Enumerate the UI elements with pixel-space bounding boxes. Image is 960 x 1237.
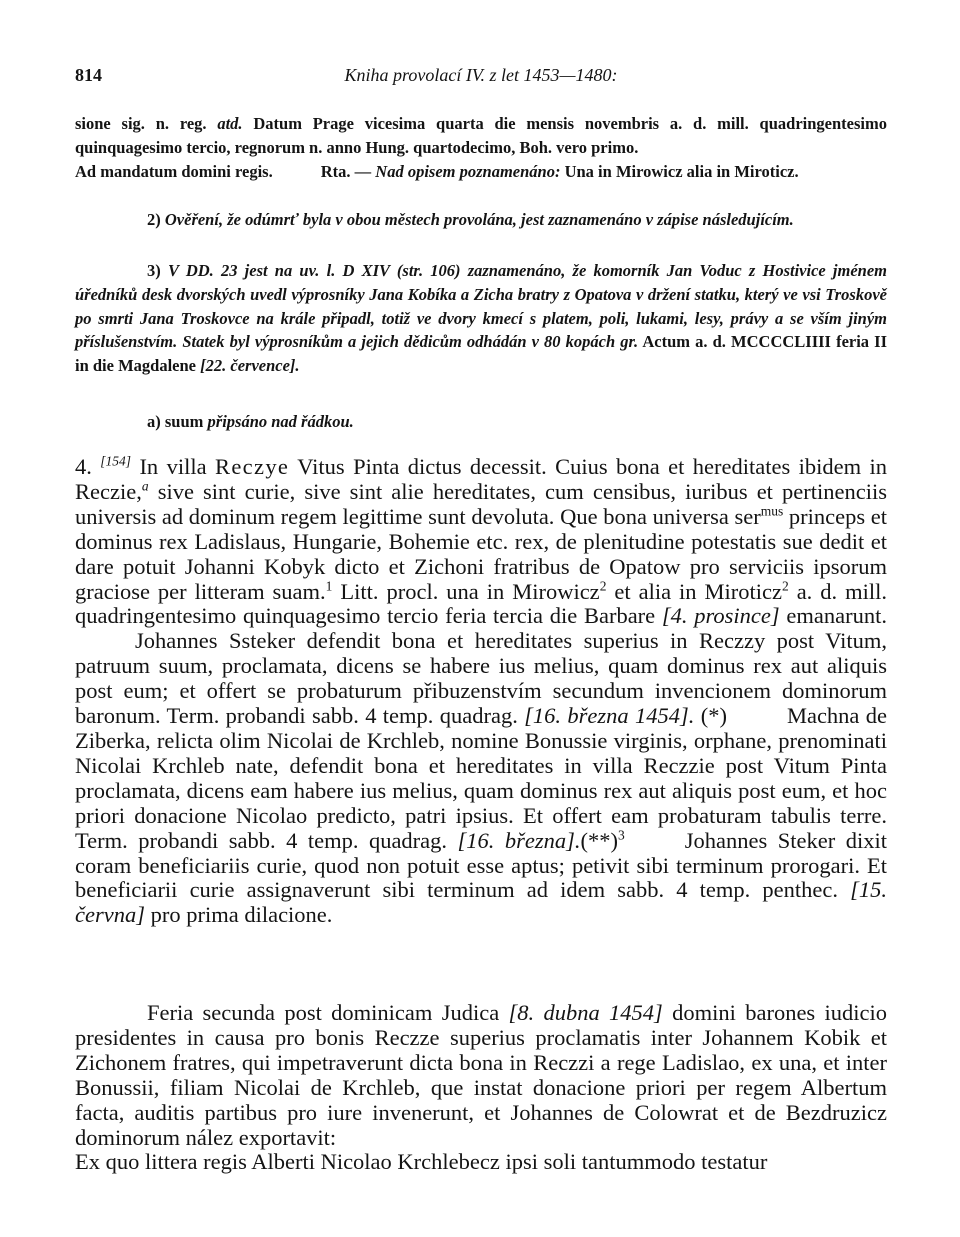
footnote-a: a) suum připsáno nad řádkou. bbox=[147, 412, 354, 431]
entry-paragraph: 4. [154] In villa Reczye Vitus Pinta dictus decessit. Cuius bona et hereditates ibidem in Reczie,$^a$ sive sint curie, sive sint alie hereditates, cum censibus, iuribus et pertinenciis universis ad dominum regem legittime sunt devoluta. Que bona universa ser$^{mus}$ princeps et dominus rex Ladislaus, Hungarie, Bohemie etc. rex, de plenitudine potestatis sue dedit et dare potuit Johanni Kobyk dicto et Zichoni fratribus de Opatow pro serviciis ipsorum graciose per litteram suam.$^1$ Litt. procl. una in Mirowicz$^2$ et alia in Miroticz$^2$ a. d. mill. quadringentesimo quinquagesimo tercio feria tercia die Barbare [4. prosince] emanarunt.Johannes Ssteker defendit bona et hereditates superius in Reczzy post Vitum, patruum suum, proclamata, dicens se habere ius melius, quam dominus rex aut aliquis post eum; et offert se probaturum přibuzenstvím secundum invencionem dominorum baronum. Term. probandi sabb. 4 temp. quadrag. [16. března 1454]. (*) Machna de Ziberka, relicta olim Nicolai de Krchleb, nomine Bonussie virginis, orphane, prenominati Nicolai Krchleb nate, defendit bona et hereditates in villa Reczzie post Vitum Pinta proclamata, dicens eam habere ius melius, quam dominus rex aut aliquis post eum, et hoc priori donacione Nicolao predicto, patri ipsius. Et offert eam probaturam tabulis terre. Term. probandi sabb. 4 temp. quadrag. [16. $března].(**)^3$ Johannes Steker dixit coram beneficiariis curie, quod non potuit esse aptus; petivit sibi terminum prorogari. Et beneficiarii curie assignaverunt sibi terminum ad idem sabb. 4 temp. penthec. [15. června] pro prima dilacione. bbox=[75, 453, 888, 928]
footnote-continuation: sione sig. n. reg. atd. Datum Prage vicesima quarta die mensis novembris a. d. mill. quadringentesimo quinquagesimo tercio, regnorum n. anno Hung. quartodecimo, Boh. vero primo. Ad mandatum domini regis. Rta. — Nad opisem poznamenáno: Una in Mirowicz alia in Miroticz. bbox=[75, 114, 887, 181]
entry-paragraph-3: Ex quo littera regis Alberti Nicolao Krchlebecz ipsi soli tantummodo testatur bbox=[75, 1149, 768, 1174]
running-title: Kniha provolací IV. z let 1453—1480: bbox=[344, 65, 618, 85]
footnote-3: 3) V DD. 23 jest na uv. l. D XIV (str. 106) zaznamenáno, že komorník Jan Voduc z Hostivice jménem úředníků desk dvorských uvedl výprosníky Jana Kobíka a Zicha bratry z Opatova v držení statku, který ve vsi Troskově po smrti Jana Troskovce na krále připadl, totiž ve dvory kmecí s platem, poli, lukami, lesy, právy a se vším jiným příslušenstvím. Statek byl výprosníkům a jejich dědicům odhádán v 80 kopách gr. Actum a. d. MCCCCLIIII feria II in die Magdalene [22. července]. bbox=[75, 261, 888, 376]
footnote-mark: 3) bbox=[147, 261, 161, 280]
footnote-2: 2) Ověření, že odúmrť byla v obou městech provolána, jest zaznamenáno v zápise následujícím. bbox=[147, 210, 794, 229]
footnote-mark: a) bbox=[147, 412, 161, 431]
entry-number: 4. bbox=[75, 454, 92, 479]
place-name: Reczye bbox=[214, 454, 290, 479]
entry-paragraph-2: Feria secunda post dominicam Judica [8. dubna 1454] domini barones iudicio presidentes in causa pro bonis Reczze superius proclamatis inter Johannem Kobik et Zichonem fratres, qui impetraverunt dicta bona in Reczzi a rege Ladislao, ex una, et inter Bonussii, filiam Nicolai de Krchleb, que instat donacione priori per regem Albertum facta, auditis partibus pro iure invenerunt, et Johannes de Colowrat et de Bezdruzicz dominorum nález exportavit: bbox=[75, 1000, 887, 1150]
page-number: 814 bbox=[75, 65, 102, 85]
footnote-mark: 2) bbox=[147, 210, 161, 229]
page-header bbox=[75, 65, 887, 89]
folio-mark: [154] bbox=[100, 453, 132, 469]
